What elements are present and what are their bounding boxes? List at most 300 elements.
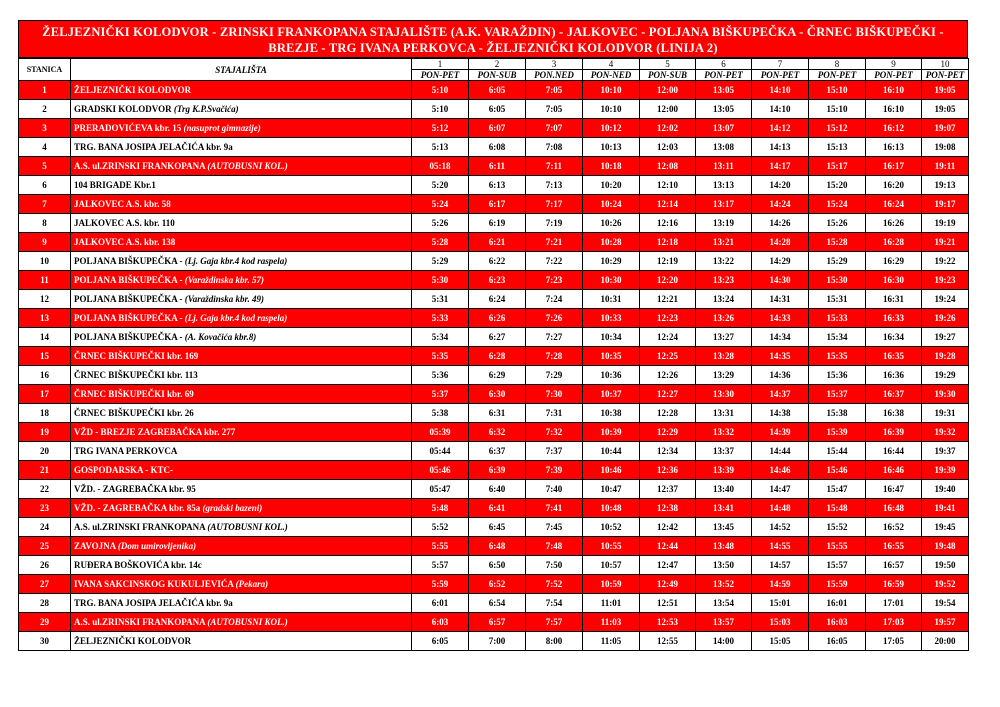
- station-number: 27: [19, 575, 71, 594]
- station-note: (A. Kovačića kbr.8): [184, 331, 257, 342]
- departure-time: 6:32: [469, 423, 526, 442]
- station-name-cell: [71, 366, 412, 385]
- header-stajalista: STAJALIŠTA: [71, 59, 412, 81]
- departure-time: 15:10: [809, 100, 866, 119]
- station-name-cell: [71, 233, 412, 252]
- departure-time: 14:20: [752, 176, 809, 195]
- departure-time: 7:52: [526, 575, 583, 594]
- station-number: 26: [19, 556, 71, 575]
- departure-time: 16:01: [809, 594, 866, 613]
- day-type: PON-PET: [922, 70, 969, 81]
- table-row: [19, 366, 969, 385]
- departure-time: 6:26: [469, 309, 526, 328]
- station-name: POLJANA BIŠKUPEČKA -: [74, 274, 183, 285]
- departure-time: 14:26: [752, 214, 809, 233]
- departure-time: 14:39: [752, 423, 809, 442]
- departure-time: 13:21: [696, 233, 752, 252]
- departure-time: 13:08: [696, 138, 752, 157]
- departure-time: 16:31: [866, 290, 922, 309]
- departure-time: 13:22: [696, 252, 752, 271]
- station-name: VŽD - BREZJE ZAGREBAČKA kbr. 277: [74, 426, 236, 437]
- departure-time: 7:54: [526, 594, 583, 613]
- departure-time: 13:17: [696, 195, 752, 214]
- departure-time: 15:55: [809, 537, 866, 556]
- table-row: [19, 575, 969, 594]
- departure-time: 10:31: [583, 290, 640, 309]
- departure-time: 05:47: [412, 480, 469, 499]
- table-row: [19, 423, 969, 442]
- departure-time: 15:17: [809, 157, 866, 176]
- departure-time: 17:05: [866, 632, 922, 651]
- departure-time: 13:29: [696, 366, 752, 385]
- departure-time: 20:00: [922, 632, 969, 651]
- departure-time: 19:22: [922, 252, 969, 271]
- table-row: [19, 594, 969, 613]
- departure-time: 10:33: [583, 309, 640, 328]
- departure-time: 14:24: [752, 195, 809, 214]
- timetable-title: [18, 20, 968, 58]
- station-name-cell: [71, 632, 412, 651]
- station-name: PRERADOVIĆEVA kbr. 15: [74, 122, 182, 133]
- departure-time: 14:36: [752, 366, 809, 385]
- departure-time: 11:03: [583, 613, 640, 632]
- departure-time: 12:21: [640, 290, 696, 309]
- station-name-cell: [71, 480, 412, 499]
- departure-time: 12:38: [640, 499, 696, 518]
- departure-time: 5:30: [412, 271, 469, 290]
- departure-time: 16:46: [866, 461, 922, 480]
- table-row: [19, 480, 969, 499]
- station-name-cell: [71, 252, 412, 271]
- departure-time: 14:00: [696, 632, 752, 651]
- departure-time: 10:26: [583, 214, 640, 233]
- station-number: 7: [19, 195, 71, 214]
- station-note: (Lj. Gaja kbr.4 kod raspela): [184, 255, 288, 266]
- table-row: [19, 157, 969, 176]
- departure-time: 19:30: [922, 385, 969, 404]
- departure-time: 7:05: [526, 81, 583, 100]
- departure-time: 6:50: [469, 556, 526, 575]
- station-name-cell: [71, 119, 412, 138]
- departure-time: 10:18: [583, 157, 640, 176]
- departure-time: 15:33: [809, 309, 866, 328]
- departure-time: 5:59: [412, 575, 469, 594]
- departure-time: 7:19: [526, 214, 583, 233]
- departure-time: 15:48: [809, 499, 866, 518]
- table-row: [19, 404, 969, 423]
- departure-time: 12:10: [640, 176, 696, 195]
- station-name: POLJANA BIŠKUPEČKA -: [74, 312, 183, 323]
- departure-time: 12:47: [640, 556, 696, 575]
- departure-time: 6:24: [469, 290, 526, 309]
- departure-time: 5:33: [412, 309, 469, 328]
- departure-time: 16:38: [866, 404, 922, 423]
- day-type: PON-PET: [866, 70, 922, 81]
- station-name-cell: [71, 575, 412, 594]
- departure-time: 16:17: [866, 157, 922, 176]
- departure-time: 12:26: [640, 366, 696, 385]
- departure-time: 14:48: [752, 499, 809, 518]
- table-row: [19, 176, 969, 195]
- departure-time: 5:29: [412, 252, 469, 271]
- departure-time: 12:28: [640, 404, 696, 423]
- departure-time: 16:33: [866, 309, 922, 328]
- table-row: [19, 385, 969, 404]
- table-row: [19, 461, 969, 480]
- station-note: (AUTOBUSNI KOL.): [207, 616, 288, 627]
- departure-time: 5:20: [412, 176, 469, 195]
- departure-time: 15:35: [809, 347, 866, 366]
- departure-time: 6:05: [469, 81, 526, 100]
- departure-time: 15:26: [809, 214, 866, 233]
- station-number: 6: [19, 176, 71, 195]
- departure-time: 6:17: [469, 195, 526, 214]
- day-type: PON-SUB: [640, 70, 696, 81]
- departure-time: 7:48: [526, 537, 583, 556]
- station-number: 20: [19, 442, 71, 461]
- timetable-body: [19, 59, 969, 651]
- station-note: (Dom umirovljenika): [117, 540, 197, 551]
- departure-time: 15:52: [809, 518, 866, 537]
- station-number: 5: [19, 157, 71, 176]
- departure-time: 10:36: [583, 366, 640, 385]
- departure-time: 16:30: [866, 271, 922, 290]
- departure-time: 12:36: [640, 461, 696, 480]
- station-name: ŽELJEZNIČKI KOLODVOR: [74, 635, 192, 646]
- departure-time: 19:31: [922, 404, 969, 423]
- departure-time: 19:07: [922, 119, 969, 138]
- station-name-cell: [71, 594, 412, 613]
- station-name-cell: [71, 518, 412, 537]
- departure-time: 13:57: [696, 613, 752, 632]
- station-name: VŽD. - ZAGREBAČKA kbr. 95: [74, 483, 196, 494]
- station-note: (Varaždinska kbr. 57): [184, 274, 265, 285]
- title-line-1: ŽELJEZNIČKI KOLODVOR - ZRINSKI FRANKOPANA STAJALIŠTE (A.K. VARAŽDIN) - JALKOVEC - POLJANA BIŠKUPEČKA - ČRNEC BIŠKUPEČKI -: [42, 25, 944, 39]
- departure-time: 12:02: [640, 119, 696, 138]
- station-name: JALKOVEC A.S. kbr. 138: [74, 236, 176, 247]
- departure-time: 17:03: [866, 613, 922, 632]
- station-name-cell: [71, 157, 412, 176]
- departure-time: 6:48: [469, 537, 526, 556]
- station-note: (Trg K.P.Svačića): [173, 103, 239, 114]
- departure-time: 5:37: [412, 385, 469, 404]
- departure-time: 12:37: [640, 480, 696, 499]
- departure-time: 13:37: [696, 442, 752, 461]
- day-type: PON-NED: [583, 70, 640, 81]
- departure-time: 14:30: [752, 271, 809, 290]
- departure-time: 16:24: [866, 195, 922, 214]
- station-number: 3: [19, 119, 71, 138]
- departure-time: 12:08: [640, 157, 696, 176]
- departure-time: 13:32: [696, 423, 752, 442]
- station-number: 28: [19, 594, 71, 613]
- station-name: GRADSKI KOLODVOR: [74, 103, 172, 114]
- departure-time: 16:28: [866, 233, 922, 252]
- col-number: 9: [866, 59, 922, 70]
- departure-time: 10:12: [583, 119, 640, 138]
- departure-time: 10:44: [583, 442, 640, 461]
- departure-time: 13:39: [696, 461, 752, 480]
- departure-time: 6:03: [412, 613, 469, 632]
- departure-time: 19:21: [922, 233, 969, 252]
- departure-time: 19:28: [922, 347, 969, 366]
- departure-time: 10:30: [583, 271, 640, 290]
- departure-time: 16:52: [866, 518, 922, 537]
- departure-time: 13:24: [696, 290, 752, 309]
- table-row: [19, 328, 969, 347]
- col-number: 3: [526, 59, 583, 70]
- departure-time: 13:26: [696, 309, 752, 328]
- station-number: 8: [19, 214, 71, 233]
- table-row: [19, 252, 969, 271]
- departure-time: 13:07: [696, 119, 752, 138]
- departure-time: 16:44: [866, 442, 922, 461]
- departure-time: 19:57: [922, 613, 969, 632]
- station-number: 12: [19, 290, 71, 309]
- departure-time: 15:34: [809, 328, 866, 347]
- departure-time: 5:10: [412, 100, 469, 119]
- station-number: 21: [19, 461, 71, 480]
- departure-time: 16:05: [809, 632, 866, 651]
- departure-time: 10:59: [583, 575, 640, 594]
- departure-time: 13:23: [696, 271, 752, 290]
- station-name: IVANA SAKCINSKOG KUKULJEVIĆA: [74, 578, 234, 589]
- departure-time: 6:40: [469, 480, 526, 499]
- table-row: [19, 632, 969, 651]
- departure-time: 19:52: [922, 575, 969, 594]
- departure-time: 13:41: [696, 499, 752, 518]
- departure-time: 7:30: [526, 385, 583, 404]
- station-name-cell: [71, 385, 412, 404]
- station-name: ČRNEC BIŠKUPEČKI kbr. 69: [74, 388, 194, 399]
- departure-time: 16:35: [866, 347, 922, 366]
- station-name-cell: [71, 461, 412, 480]
- station-number: 16: [19, 366, 71, 385]
- table-row: [19, 81, 969, 100]
- departure-time: 10:35: [583, 347, 640, 366]
- station-number: 24: [19, 518, 71, 537]
- station-name: TRG. BANA JOSIPA JELAČIĆA kbr. 9a: [74, 141, 233, 152]
- departure-time: 14:28: [752, 233, 809, 252]
- departure-time: 7:57: [526, 613, 583, 632]
- departure-time: 7:40: [526, 480, 583, 499]
- departure-time: 10:46: [583, 461, 640, 480]
- departure-time: 6:54: [469, 594, 526, 613]
- station-name-cell: [71, 309, 412, 328]
- departure-time: 10:39: [583, 423, 640, 442]
- departure-time: 19:41: [922, 499, 969, 518]
- departure-time: 7:05: [526, 100, 583, 119]
- day-type: PON-SUB: [469, 70, 526, 81]
- col-number: 4: [583, 59, 640, 70]
- departure-time: 12:49: [640, 575, 696, 594]
- station-name: 104 BRIGADE Kbr.1: [74, 179, 156, 190]
- table-row: [19, 271, 969, 290]
- departure-time: 6:31: [469, 404, 526, 423]
- station-note: (gradski bazeni): [202, 502, 263, 513]
- departure-time: 7:17: [526, 195, 583, 214]
- departure-time: 15:03: [752, 613, 809, 632]
- station-number: 10: [19, 252, 71, 271]
- departure-time: 7:23: [526, 271, 583, 290]
- table-row: [19, 214, 969, 233]
- departure-time: 13:31: [696, 404, 752, 423]
- table-row: [19, 499, 969, 518]
- departure-time: 15:12: [809, 119, 866, 138]
- departure-time: 5:24: [412, 195, 469, 214]
- station-number: 11: [19, 271, 71, 290]
- departure-time: 7:00: [469, 632, 526, 651]
- station-number: 9: [19, 233, 71, 252]
- departure-time: 14:31: [752, 290, 809, 309]
- departure-time: 14:10: [752, 100, 809, 119]
- departure-time: 10:57: [583, 556, 640, 575]
- departure-time: 5:48: [412, 499, 469, 518]
- departure-time: 7:29: [526, 366, 583, 385]
- departure-time: 7:22: [526, 252, 583, 271]
- station-name: TRG IVANA PERKOVCA: [74, 445, 178, 456]
- departure-time: 8:00: [526, 632, 583, 651]
- departure-time: 16:39: [866, 423, 922, 442]
- station-number: 19: [19, 423, 71, 442]
- station-name-cell: [71, 100, 412, 119]
- departure-time: 05:44: [412, 442, 469, 461]
- departure-time: 16:34: [866, 328, 922, 347]
- departure-time: 6:11: [469, 157, 526, 176]
- departure-time: 13:45: [696, 518, 752, 537]
- station-number: 15: [19, 347, 71, 366]
- station-name: TRG. BANA JOSIPA JELAČIĆA kbr. 9a: [74, 597, 233, 608]
- table-row: [19, 309, 969, 328]
- departure-time: 14:13: [752, 138, 809, 157]
- station-note: (Lj. Gaja kbr.4 kod raspela): [184, 312, 288, 323]
- table-row: [19, 100, 969, 119]
- departure-time: 14:17: [752, 157, 809, 176]
- col-number: 5: [640, 59, 696, 70]
- station-name: GOSPODARSKA - KTC-: [74, 464, 174, 475]
- table-row: [19, 613, 969, 632]
- departure-time: 7:08: [526, 138, 583, 157]
- departure-time: 19:45: [922, 518, 969, 537]
- departure-time: 5:10: [412, 81, 469, 100]
- col-number: 10: [922, 59, 969, 70]
- table-row: [19, 442, 969, 461]
- departure-time: 7:41: [526, 499, 583, 518]
- departure-time: 6:27: [469, 328, 526, 347]
- departure-time: 13:28: [696, 347, 752, 366]
- departure-time: 14:57: [752, 556, 809, 575]
- station-name: A.S. ul.ZRINSKI FRANKOPANA: [74, 616, 206, 627]
- station-name: VŽD. - ZAGREBAČKA kbr. 85a: [74, 502, 201, 513]
- departure-time: 13:13: [696, 176, 752, 195]
- departure-time: 13:11: [696, 157, 752, 176]
- departure-time: 5:36: [412, 366, 469, 385]
- departure-time: 12:27: [640, 385, 696, 404]
- departure-time: 15:38: [809, 404, 866, 423]
- station-number: 22: [19, 480, 71, 499]
- day-type: PON-PET: [809, 70, 866, 81]
- departure-time: 05:46: [412, 461, 469, 480]
- departure-time: 12:14: [640, 195, 696, 214]
- station-note: (AUTOBUSNI KOL.): [207, 160, 288, 171]
- station-name: ČRNEC BIŠKUPEČKI kbr. 169: [74, 350, 199, 361]
- departure-time: 10:34: [583, 328, 640, 347]
- departure-time: 15:24: [809, 195, 866, 214]
- table-row: [19, 233, 969, 252]
- departure-time: 6:45: [469, 518, 526, 537]
- day-type: PON.NED: [526, 70, 583, 81]
- departure-time: 10:48: [583, 499, 640, 518]
- departure-time: 5:57: [412, 556, 469, 575]
- departure-time: 15:10: [809, 81, 866, 100]
- departure-time: 16:29: [866, 252, 922, 271]
- departure-time: 13:30: [696, 385, 752, 404]
- departure-time: 14:33: [752, 309, 809, 328]
- departure-time: 05:39: [412, 423, 469, 442]
- departure-time: 19:19: [922, 214, 969, 233]
- departure-time: 19:05: [922, 81, 969, 100]
- departure-time: 12:44: [640, 537, 696, 556]
- col-number: 7: [752, 59, 809, 70]
- departure-time: 19:54: [922, 594, 969, 613]
- departure-time: 15:46: [809, 461, 866, 480]
- departure-time: 19:17: [922, 195, 969, 214]
- title-line-2: BREZJE - TRG IVANA PERKOVCA - ŽELJEZNIČKI KOLODVOR (LINIJA 2): [268, 41, 718, 55]
- departure-time: 12:20: [640, 271, 696, 290]
- departure-time: 15:28: [809, 233, 866, 252]
- departure-time: 12:53: [640, 613, 696, 632]
- departure-time: 6:37: [469, 442, 526, 461]
- departure-time: 6:28: [469, 347, 526, 366]
- station-name-cell: [71, 537, 412, 556]
- departure-time: 16:12: [866, 119, 922, 138]
- departure-time: 16:03: [809, 613, 866, 632]
- departure-time: 13:52: [696, 575, 752, 594]
- departure-time: 19:48: [922, 537, 969, 556]
- departure-time: 7:37: [526, 442, 583, 461]
- station-name: RUĐERA BOŠKOVIĆA kbr. 14c: [74, 559, 202, 570]
- departure-time: 16:37: [866, 385, 922, 404]
- header-stanica: STANICA: [19, 59, 71, 81]
- departure-time: 19:27: [922, 328, 969, 347]
- station-name-cell: [71, 613, 412, 632]
- departure-time: 13:40: [696, 480, 752, 499]
- station-number: 14: [19, 328, 71, 347]
- departure-time: 14:46: [752, 461, 809, 480]
- departure-time: 19:39: [922, 461, 969, 480]
- departure-time: 6:30: [469, 385, 526, 404]
- col-number: 1: [412, 59, 469, 70]
- departure-time: 6:39: [469, 461, 526, 480]
- departure-time: 15:13: [809, 138, 866, 157]
- station-number: 29: [19, 613, 71, 632]
- station-name-cell: [71, 404, 412, 423]
- departure-time: 5:13: [412, 138, 469, 157]
- departure-time: 6:57: [469, 613, 526, 632]
- station-name-cell: [71, 81, 412, 100]
- station-name-cell: [71, 176, 412, 195]
- departure-time: 5:28: [412, 233, 469, 252]
- table-row: [19, 138, 969, 157]
- departure-time: 12:00: [640, 100, 696, 119]
- departure-time: 19:29: [922, 366, 969, 385]
- station-name: ČRNEC BIŠKUPEČKI kbr. 26: [74, 407, 194, 418]
- station-name-cell: [71, 328, 412, 347]
- departure-time: 7:32: [526, 423, 583, 442]
- departure-time: 7:28: [526, 347, 583, 366]
- departure-time: 15:20: [809, 176, 866, 195]
- departure-time: 12:25: [640, 347, 696, 366]
